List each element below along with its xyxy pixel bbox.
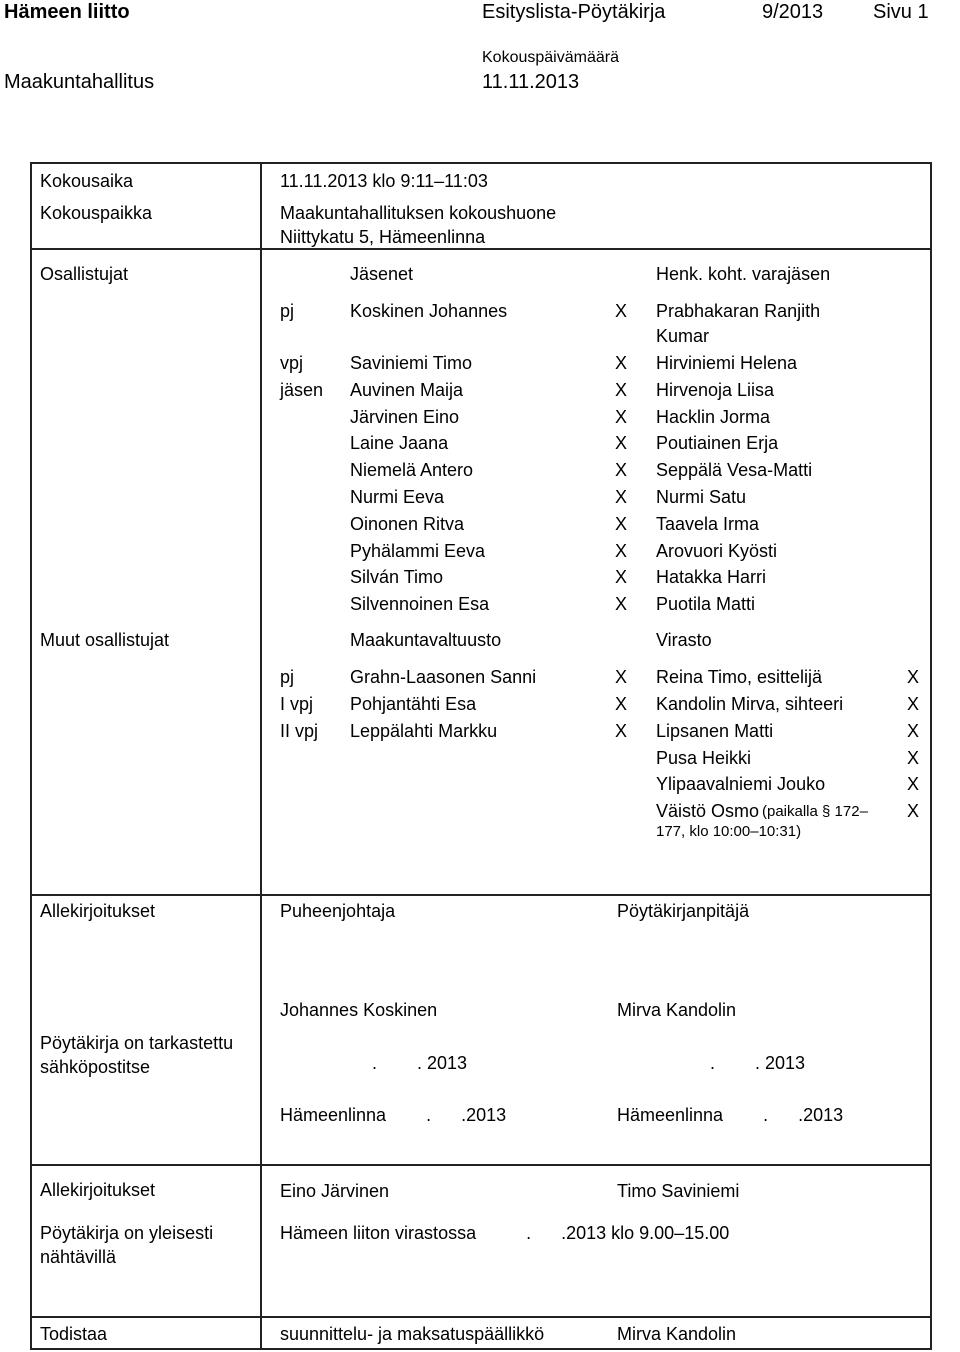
attendance-mark: X bbox=[615, 667, 628, 687]
date-value: 11.11.2013 bbox=[482, 71, 580, 93]
divider-before-certify bbox=[30, 1316, 932, 1318]
page-number: Sivu 1 bbox=[873, 1, 929, 23]
public-text: Hämeen liiton virastossa . .2013 klo 9.00–15.00 bbox=[280, 1223, 730, 1243]
council-role: II vpj bbox=[280, 721, 319, 741]
signatures2-label: Allekirjoitukset bbox=[40, 1180, 156, 1200]
office-name: Kandolin Mirva, sihteeri bbox=[656, 694, 844, 714]
minutes-table bbox=[30, 162, 932, 1350]
member-name: Saviniemi Timo bbox=[350, 353, 473, 373]
member-role: pj bbox=[280, 301, 295, 321]
members-header: Jäsenet bbox=[350, 264, 414, 284]
office-name: Lipsanen Matti bbox=[656, 721, 774, 741]
council-name: Grahn-Laasonen Sanni bbox=[350, 667, 537, 687]
divider-before-signatures bbox=[30, 894, 932, 896]
signer-left: Eino Järvinen bbox=[280, 1181, 390, 1201]
attendance-mark: X bbox=[615, 380, 628, 400]
attendance-mark: X bbox=[615, 433, 628, 453]
deputy-name: Prabhakaran Ranjith bbox=[656, 301, 821, 321]
email-check-label-cont: sähköpostitse bbox=[40, 1057, 151, 1077]
deputy-name: Puotila Matti bbox=[656, 594, 756, 614]
meeting-place-line2: Niittykatu 5, Hämeenlinna bbox=[280, 227, 486, 247]
member-name: Oinonen Ritva bbox=[350, 514, 465, 534]
certify-name: Mirva Kandolin bbox=[617, 1324, 737, 1344]
deputy-name: Taavela Irma bbox=[656, 514, 760, 534]
public-label-cont: nähtävillä bbox=[40, 1247, 117, 1267]
office-name: Reina Timo, esittelijä bbox=[656, 667, 823, 687]
attendance-mark: X bbox=[615, 721, 628, 741]
attendance-mark: X bbox=[615, 487, 628, 507]
attendance-mark: X bbox=[907, 801, 920, 821]
attendance-mark: X bbox=[615, 460, 628, 480]
attendance-mark: X bbox=[615, 567, 628, 587]
member-name: Silvennoinen Esa bbox=[350, 594, 490, 614]
attendance-mark: X bbox=[615, 353, 628, 373]
attendance-mark: X bbox=[615, 541, 628, 561]
signatures-label: Allekirjoitukset bbox=[40, 901, 156, 921]
divider-before-signatures2 bbox=[30, 1164, 932, 1166]
member-name: Niemelä Antero bbox=[350, 460, 474, 480]
member-name: Nurmi Eeva bbox=[350, 487, 445, 507]
attendance-mark: X bbox=[615, 301, 628, 321]
chair-name: Johannes Koskinen bbox=[280, 1000, 438, 1020]
member-name: Pyhälammi Eeva bbox=[350, 541, 486, 561]
doc-number: 9/2013 bbox=[762, 1, 824, 23]
office-header: Virasto bbox=[656, 630, 712, 650]
council-name: Pohjantähti Esa bbox=[350, 694, 477, 714]
certify-title: suunnittelu- ja maksatuspäällikkö bbox=[280, 1324, 545, 1344]
check-place-left: Hämeenlinna . .2013 bbox=[280, 1105, 507, 1125]
meeting-time-value: 11.11.2013 klo 9:11–11:03 bbox=[280, 171, 488, 191]
check-date-left: . . 2013 bbox=[372, 1053, 468, 1073]
attendance-mark: X bbox=[615, 594, 628, 614]
chair-label: Puheenjohtaja bbox=[280, 901, 396, 921]
council-role: I vpj bbox=[280, 694, 314, 714]
attendance-mark: X bbox=[907, 748, 920, 768]
attendance-mark: X bbox=[907, 721, 920, 741]
signer-right: Timo Saviniemi bbox=[617, 1181, 740, 1201]
member-name: Järvinen Eino bbox=[350, 407, 460, 427]
meeting-place-line1: Maakuntahallituksen kokoushuone bbox=[280, 203, 557, 223]
check-place-right: Hämeenlinna . .2013 bbox=[617, 1105, 844, 1125]
member-name: Auvinen Maija bbox=[350, 380, 464, 400]
attendance-mark: X bbox=[907, 774, 920, 794]
deputy-name: Hatakka Harri bbox=[656, 567, 767, 587]
check-date-right: . . 2013 bbox=[710, 1053, 806, 1073]
deputy-name: Seppälä Vesa-Matti bbox=[656, 460, 813, 480]
office-note-cont: 177, klo 10:00–10:31) bbox=[656, 823, 802, 840]
attendance-mark: X bbox=[615, 694, 628, 714]
attendance-mark: X bbox=[615, 407, 628, 427]
deputy-name: Nurmi Satu bbox=[656, 487, 747, 507]
doc-type: Esityslista-Pöytäkirja bbox=[482, 1, 666, 23]
deputy-name: Hirvenoja Liisa bbox=[656, 380, 775, 400]
deputy-name: Hirviniemi Helena bbox=[656, 353, 798, 373]
office-name: Ylipaavalniemi Jouko bbox=[656, 774, 826, 794]
council-name: Leppälahti Markku bbox=[350, 721, 498, 741]
member-role: jäsen bbox=[280, 380, 324, 400]
secretary-name: Mirva Kandolin bbox=[617, 1000, 737, 1020]
deputy-name: Hacklin Jorma bbox=[656, 407, 771, 427]
column-divider bbox=[260, 162, 262, 1350]
public-label: Pöytäkirja on yleisesti bbox=[40, 1223, 214, 1243]
deputy-name: Arovuori Kyösti bbox=[656, 541, 778, 561]
meeting-place-label: Kokouspaikka bbox=[40, 203, 153, 223]
secretary-label: Pöytäkirjanpitäjä bbox=[617, 901, 750, 921]
member-name: Koskinen Johannes bbox=[350, 301, 508, 321]
attendance-mark: X bbox=[907, 694, 920, 714]
office-name: Väistö Osmo bbox=[656, 801, 760, 821]
deputy-name-cont: Kumar bbox=[656, 326, 710, 346]
email-check-label: Pöytäkirja on tarkastettu bbox=[40, 1033, 234, 1053]
member-name: Laine Jaana bbox=[350, 433, 449, 453]
others-label: Muut osallistujat bbox=[40, 630, 170, 650]
council-role: pj bbox=[280, 667, 295, 687]
divider-after-place bbox=[30, 248, 932, 250]
member-name: Silván Timo bbox=[350, 567, 444, 587]
meeting-time-label: Kokousaika bbox=[40, 171, 134, 191]
council-header: Maakuntavaltuusto bbox=[350, 630, 502, 650]
participants-label: Osallistujat bbox=[40, 264, 129, 284]
org-name: Hämeen liitto bbox=[4, 1, 130, 23]
deputy-name: Poutiainen Erja bbox=[656, 433, 779, 453]
office-name: Pusa Heikki bbox=[656, 748, 752, 768]
office-note: (paikalla § 172– bbox=[762, 803, 868, 820]
member-role: vpj bbox=[280, 353, 304, 373]
certify-label: Todistaa bbox=[40, 1324, 108, 1344]
attendance-mark: X bbox=[615, 514, 628, 534]
body-name: Maakuntahallitus bbox=[4, 71, 155, 93]
deputies-header: Henk. koht. varajäsen bbox=[656, 264, 831, 284]
attendance-mark: X bbox=[907, 667, 920, 687]
date-label: Kokouspäivämäärä bbox=[482, 49, 619, 66]
